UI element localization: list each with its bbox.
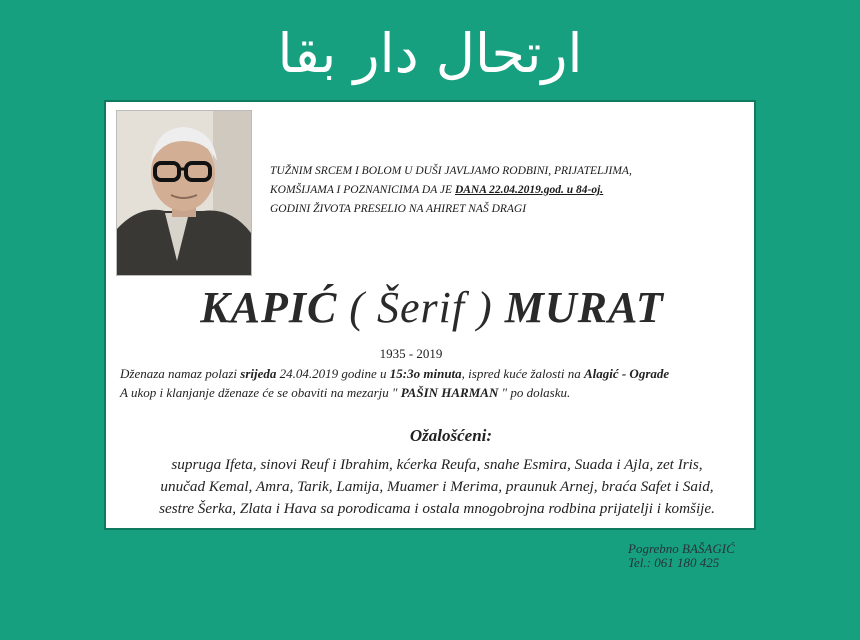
- announcement-text: [270, 162, 730, 219]
- father-name: ( Šerif ): [349, 283, 493, 332]
- announcement-line-2-text: KOMŠIJAMA I POZNANICIMA DA JE: [270, 184, 455, 196]
- ceremony-text: Dženaza namaz polazi: [120, 366, 241, 381]
- ceremony-text: A ukop i klanjanje dženaze će se obaviti na mezarju ": [120, 385, 401, 400]
- life-years: 1935 - 2019: [379, 346, 443, 361]
- mourners-heading: Ožalošćeni:: [409, 426, 493, 445]
- obituary-card: [104, 100, 756, 530]
- first-name: MURAT: [504, 283, 664, 332]
- announcement-line-3: GODINI ŽIVOTA PRESELIO NA AHIRET NAŠ DRAGI: [270, 203, 527, 215]
- announcement-line-2: [270, 181, 730, 200]
- mourners-line-3: sestre Šerka, Zlata i Hava sa porodicama i ostala mnogobrojna rodbina prijatelji i komšije.: [159, 500, 715, 517]
- arabic-calligraphy-header: ارتحال دار بقا: [277, 22, 583, 85]
- mourners-line-2: unučad Kemal, Amra, Tarik, Lamija, Muamer i Merima, praunuk Arnej, braća Safet i Said,: [160, 478, 714, 495]
- ceremony-text: , ispred kuće žalosti na: [461, 366, 584, 381]
- date-of-death: DANA 22.04.2019.god. u 84-oj.: [454, 184, 604, 196]
- ceremony-text: " po dolasku.: [498, 385, 571, 400]
- deceased-photo: [116, 110, 252, 276]
- cemetery-name: PAŠIN HARMAN: [400, 385, 499, 400]
- deceased-name: [106, 282, 758, 333]
- ceremony-time: 15:3o minuta: [389, 366, 462, 381]
- ceremony-line-1: [120, 364, 750, 383]
- funeral-home-info: [628, 542, 735, 570]
- funeral-home-phone: Tel.: 061 180 425: [628, 555, 720, 570]
- ceremony-line-2: [120, 383, 750, 402]
- ceremony-place: Alagić - Ograde: [583, 366, 670, 381]
- mourners-list: [122, 454, 752, 520]
- ceremony-day: srijeda: [240, 366, 277, 381]
- ceremony-details: [120, 364, 750, 402]
- surname: KAPIĆ: [200, 283, 338, 332]
- ceremony-text: 24.04.2019 godine u: [276, 366, 390, 381]
- funeral-home-name: Pogrebno BAŠAGIĆ: [628, 541, 735, 556]
- mourners-line-1: supruga Ifeta, sinovi Reuf i Ibrahim, kćerka Reufa, snahe Esmira, Suada i Ajla, zet Iris,: [171, 456, 703, 473]
- announcement-line-1: TUŽNIM SRCEM I BOLOM U DUŠI JAVLJAMO RODBINI, PRIJATELJIMA,: [270, 165, 632, 177]
